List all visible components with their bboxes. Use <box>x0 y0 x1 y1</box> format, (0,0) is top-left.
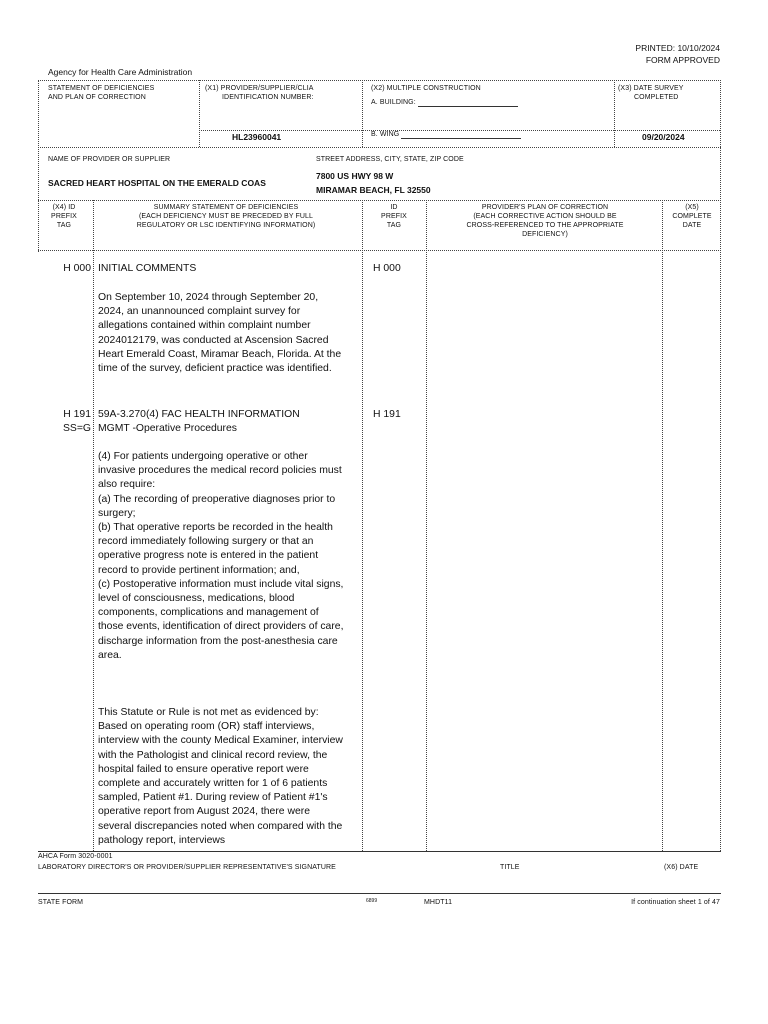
summary-header-line-1: SUMMARY STATEMENT OF DEFICIENCIES <box>153 204 299 211</box>
summary-header-line-3: REGULATORY OR LSC IDENTIFYING INFORMATION) <box>136 222 316 229</box>
provider-id-number: HL23960041 <box>232 132 282 142</box>
statement-label-1: STATEMENT OF DEFICIENCIES <box>48 85 155 92</box>
h191-paragraph-4: (c) Postoperative information must include vital signs, level of consciousness, medications, blood components, complications and management of those events, identification of direct providers of care, discharge information from the post-anesthesia care area. <box>98 578 344 661</box>
plan-header-line-2: (EACH CORRECTIVE ACTION SHOULD BE <box>473 213 617 220</box>
x3-label-1: (X3) DATE SURVEY <box>618 85 684 92</box>
id-header <box>362 203 426 230</box>
id-header-line-3: TAG <box>386 222 402 229</box>
agency-name: Agency for Health Care Administration <box>48 67 193 77</box>
h191-paragraph-2: (a) The recording of preoperative diagnoses prior to surgery; <box>98 493 336 519</box>
continuation-sheet: If continuation sheet 1 of 47 <box>631 899 720 906</box>
state-form-label: STATE FORM <box>38 899 84 906</box>
x1-label-2: IDENTIFICATION NUMBER: <box>222 94 314 101</box>
divider-x1 <box>199 80 200 147</box>
summary-header <box>95 203 357 230</box>
h191-title-line-2: MGMT -Operative Procedures <box>98 423 237 434</box>
plan-header-line-3: CROSS-REFERENCED TO THE APPROPRIATE <box>466 222 624 229</box>
h000-id: H 000 <box>373 263 401 274</box>
provider-name-label: NAME OF PROVIDER OR SUPPLIER <box>48 156 171 163</box>
x4-header-line-2: PREFIX <box>51 213 77 220</box>
wing-label: B. WING <box>371 131 400 138</box>
x4-header-line-3: TAG <box>56 222 72 229</box>
building-row <box>371 98 518 107</box>
id-header-line-1: ID <box>390 204 398 211</box>
wing-blank <box>401 138 521 139</box>
plan-header-line-1: PROVIDER'S PLAN OF CORRECTION <box>481 204 609 211</box>
x5-header-line-1: (X5) <box>685 204 699 211</box>
printed-date: PRINTED: 10/10/2024 <box>635 43 720 53</box>
x4-header <box>38 203 90 230</box>
h191-scope-severity: SS=G <box>62 423 91 434</box>
column-header-bottom <box>38 250 721 251</box>
building-label: A. BUILDING: <box>371 99 416 106</box>
signature-label: LABORATORY DIRECTOR'S OR PROVIDER/SUPPLIER REPRESENTATIVE'S SIGNATURE <box>38 864 336 871</box>
survey-completed-date: 09/20/2024 <box>642 132 685 142</box>
address-line-1: 7800 US HWY 98 W <box>316 171 394 181</box>
form-number: AHCA Form 3020-0001 <box>38 853 113 860</box>
id-header-line-2: PREFIX <box>381 213 407 220</box>
h191-id: H 191 <box>373 409 401 420</box>
h191-title-line-1: 59A-3.270(4) FAC HEALTH INFORMATION <box>98 409 300 420</box>
form-approved: FORM APPROVED <box>645 55 720 65</box>
h000-text: On September 10, 2024 through September 20, 2024, an unannounced complaint survey for allegations contained within complaint number 2024012179, was conducted at Ascension Sacred Heart Emerald Coast, Miramar Beach, Florida. At the time of the survey, deficient practice was identified. <box>98 292 342 375</box>
divider-plan <box>662 200 663 851</box>
h191-paragraph-1: (4) For patients undergoing operative or other invasive procedures the medical record policies must also require: <box>98 451 342 491</box>
address-line-2: MIRAMAR BEACH, FL 32550 <box>316 185 431 195</box>
h191-rule-text <box>98 450 344 663</box>
form-code: 6899 <box>366 898 378 904</box>
h191-tag: H 191 <box>63 409 91 420</box>
form-right-border <box>720 80 721 851</box>
provider-name: SACRED HEART HOSPITAL ON THE EMERALD COAS <box>48 178 266 188</box>
x5-header <box>664 203 720 230</box>
statement-label-2: AND PLAN OF CORRECTION <box>48 94 146 101</box>
summary-header-line-2: (EACH DEFICIENCY MUST BE PRECEDED BY FULL <box>138 213 314 220</box>
building-blank <box>418 106 518 107</box>
x2-label: (X2) MULTIPLE CONSTRUCTION <box>371 85 481 92</box>
x5-header-line-3: DATE <box>682 222 702 229</box>
divider-x3 <box>614 80 615 147</box>
date-label: (X6) DATE <box>664 864 699 871</box>
address-label: STREET ADDRESS, CITY, STATE, ZIP CODE <box>316 156 464 163</box>
plan-header-line-4: DEFICIENCY) <box>522 231 568 238</box>
divider-id <box>426 200 427 851</box>
divider-x2 <box>362 80 363 147</box>
x4-header-line-1: (X4) ID <box>52 204 76 211</box>
top-box-top-border <box>38 80 721 81</box>
top-box-bottom-border <box>38 147 721 148</box>
wing-row <box>371 130 521 139</box>
h191-findings: This Statute or Rule is not met as evidenced by: Based on operating room (OR) staff interviews, interview with the county Medical Examiner, interview with the Pathologist and clinical record review, the hospital failed to ensure operative report were complete and accurately written for 1 of 6 patients sampled, Patient #1. During review of Patient #1's operative report from August 2024, there were several discrepancies noted when compared with the pathology report, interviews <box>98 707 343 846</box>
footer-rule <box>38 893 721 894</box>
plan-header <box>428 203 662 239</box>
x3-label-2: COMPLETED <box>634 94 679 101</box>
title-label: TITLE <box>500 864 520 871</box>
event-id: MHDT11 <box>424 899 453 906</box>
provider-row-bottom <box>38 200 721 201</box>
h000-tag: H 000 <box>63 263 91 274</box>
x1-inner-line <box>199 130 362 131</box>
h000-title: INITIAL COMMENTS <box>98 263 197 274</box>
x5-header-line-2: COMPLETE <box>672 213 712 220</box>
x3-inner-line <box>614 130 720 131</box>
divider-tag <box>93 200 94 851</box>
body-bottom-border <box>38 851 721 852</box>
h191-paragraph-3: (b) That operative reports be recorded in the health record immediately following surgery or that an operative progress note is entered in the patient record to provide pertinent information; and, <box>98 522 333 576</box>
x1-label-1: (X1) PROVIDER/SUPPLIER/CLIA <box>205 85 314 92</box>
divider-summary <box>362 200 363 851</box>
